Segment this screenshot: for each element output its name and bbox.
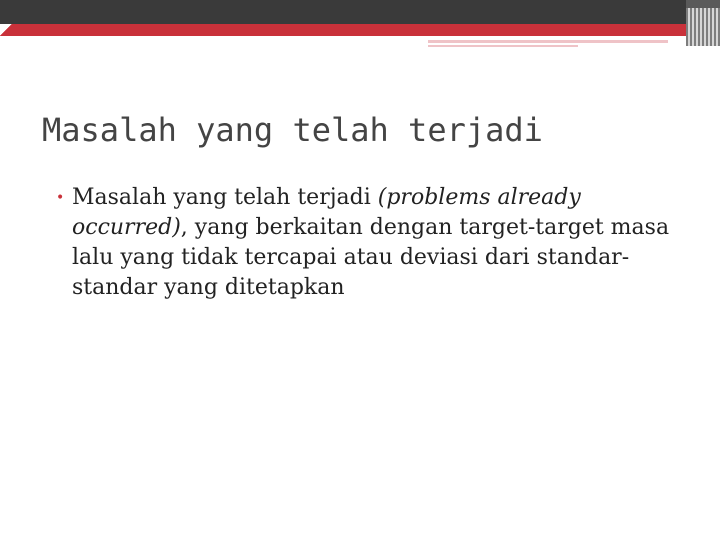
bullet-marker-icon: •	[56, 190, 65, 206]
bullet-item	[50, 183, 690, 303]
header-dark-band	[0, 0, 720, 24]
header-red-notch	[0, 24, 14, 36]
header-accent-line	[428, 40, 668, 43]
bullet-text-end: , yang berkaitan dengan target-target masa lalu yang tidak tercapai atau deviasi dari standar-standar yang ditetapkan	[72, 215, 670, 300]
header-accent-line-secondary	[428, 45, 578, 47]
bullet-text-start: Masalah yang telah terjadi	[72, 185, 378, 210]
bullet-text-italic: (problems already occurred)	[72, 185, 581, 240]
header-corner-cap	[686, 0, 720, 8]
header-red-band	[0, 24, 720, 36]
bullet-list	[50, 183, 690, 303]
slide-title: Masalah yang telah terjadi	[42, 111, 543, 149]
